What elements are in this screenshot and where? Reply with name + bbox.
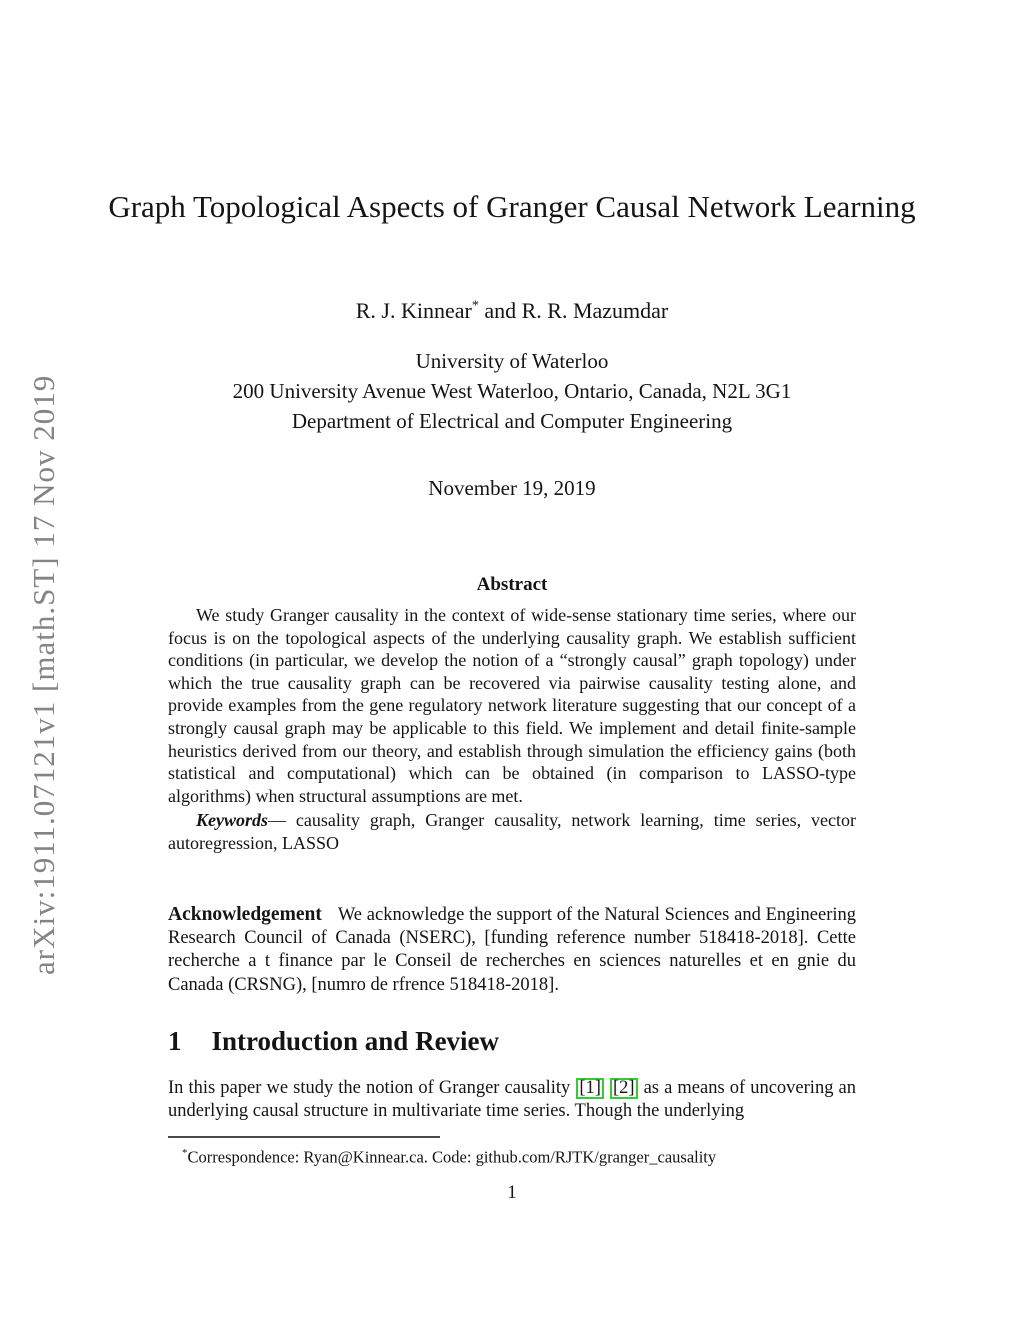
section-title: Introduction and Review xyxy=(211,1026,500,1056)
paper-title: Graph Topological Aspects of Granger Causal Network Learning xyxy=(108,189,916,224)
footnote-rule xyxy=(168,1136,440,1138)
keywords-line xyxy=(168,809,856,854)
author-name-2: and R. R. Mazumdar xyxy=(478,298,669,323)
author-name-1: R. J. Kinnear xyxy=(355,298,472,323)
footnote-marker: * xyxy=(182,1147,188,1159)
keywords-text: — causality graph, Granger causality, network learning, time series, vector autoregression, LASSO xyxy=(168,810,856,853)
abstract-section xyxy=(168,604,856,855)
correspondence-footnote xyxy=(168,1143,856,1168)
section-number: 1 xyxy=(168,1026,182,1056)
page-number: 1 xyxy=(507,1182,517,1203)
acknowledgement-label: Acknowledgement xyxy=(168,904,322,925)
author-line xyxy=(0,298,1024,324)
acknowledgement-body: We acknowledge the support of the Natural Sciences and Engineering Research Council of Canada (NSERC), [funding reference number 518418-2018]. Cette recherche a t finance par le Conseil de recherches en sciences naturelles et en gnie du Canada (CRSNG), [numro de rfrence 518418-2018]. xyxy=(168,905,856,995)
arxiv-watermark: arXiv:1911.07121v1 [math.ST] 17 Nov 2019 xyxy=(26,374,61,975)
keywords-label: Keywords xyxy=(196,810,268,831)
intro-paragraph xyxy=(168,1077,856,1123)
paper-date: November 19, 2019 xyxy=(428,476,596,500)
author-footnote-marker: * xyxy=(471,298,479,314)
section-1-heading xyxy=(168,1026,856,1057)
affiliation-block xyxy=(0,346,1024,436)
department-line: Department of Electrical and Computer Engineering xyxy=(291,409,733,433)
footnote-text: Correspondence: Ryan@Kinnear.ca. Code: github.com/RJTK/granger_causality xyxy=(187,1147,717,1167)
institution-line: University of Waterloo xyxy=(415,349,609,373)
acknowledgement-paragraph xyxy=(168,903,856,997)
address-line: 200 University Avenue West Waterloo, Ontario, Canada, N2L 3G1 xyxy=(232,379,792,403)
abstract-heading: Abstract xyxy=(476,574,548,595)
citation-link-2[interactable]: [2] xyxy=(610,1078,638,1099)
citation-link-1[interactable]: [1] xyxy=(576,1078,604,1099)
acknowledgement-section xyxy=(168,903,856,997)
intro-text-pre: In this paper we study the notion of Granger causality xyxy=(168,1078,576,1098)
intro-text-post: as a means of uncovering an underlying causal structure in multivariate time series. Though the underlying xyxy=(168,1078,856,1122)
abstract-body: We study Granger causality in the context of wide-sense stationary time series, where our focus is on the topological aspects of the underlying causality graph. We establish sufficient conditions (in particular, we develop the notion of a “strongly causal” graph topology) under which the true causality graph can be recovered via pairwise causality testing alone, and provide examples from the gene regulatory network literature suggesting that our concept of a strongly causal graph may be applicable to this field. We implement and detail finite-sample heuristics derived from our theory, and establish through simulation the efficiency gains (both statistical and computational) which can be obtained (in comparison to LASSO-type algorithms) when structural assumptions are met. xyxy=(168,605,856,806)
